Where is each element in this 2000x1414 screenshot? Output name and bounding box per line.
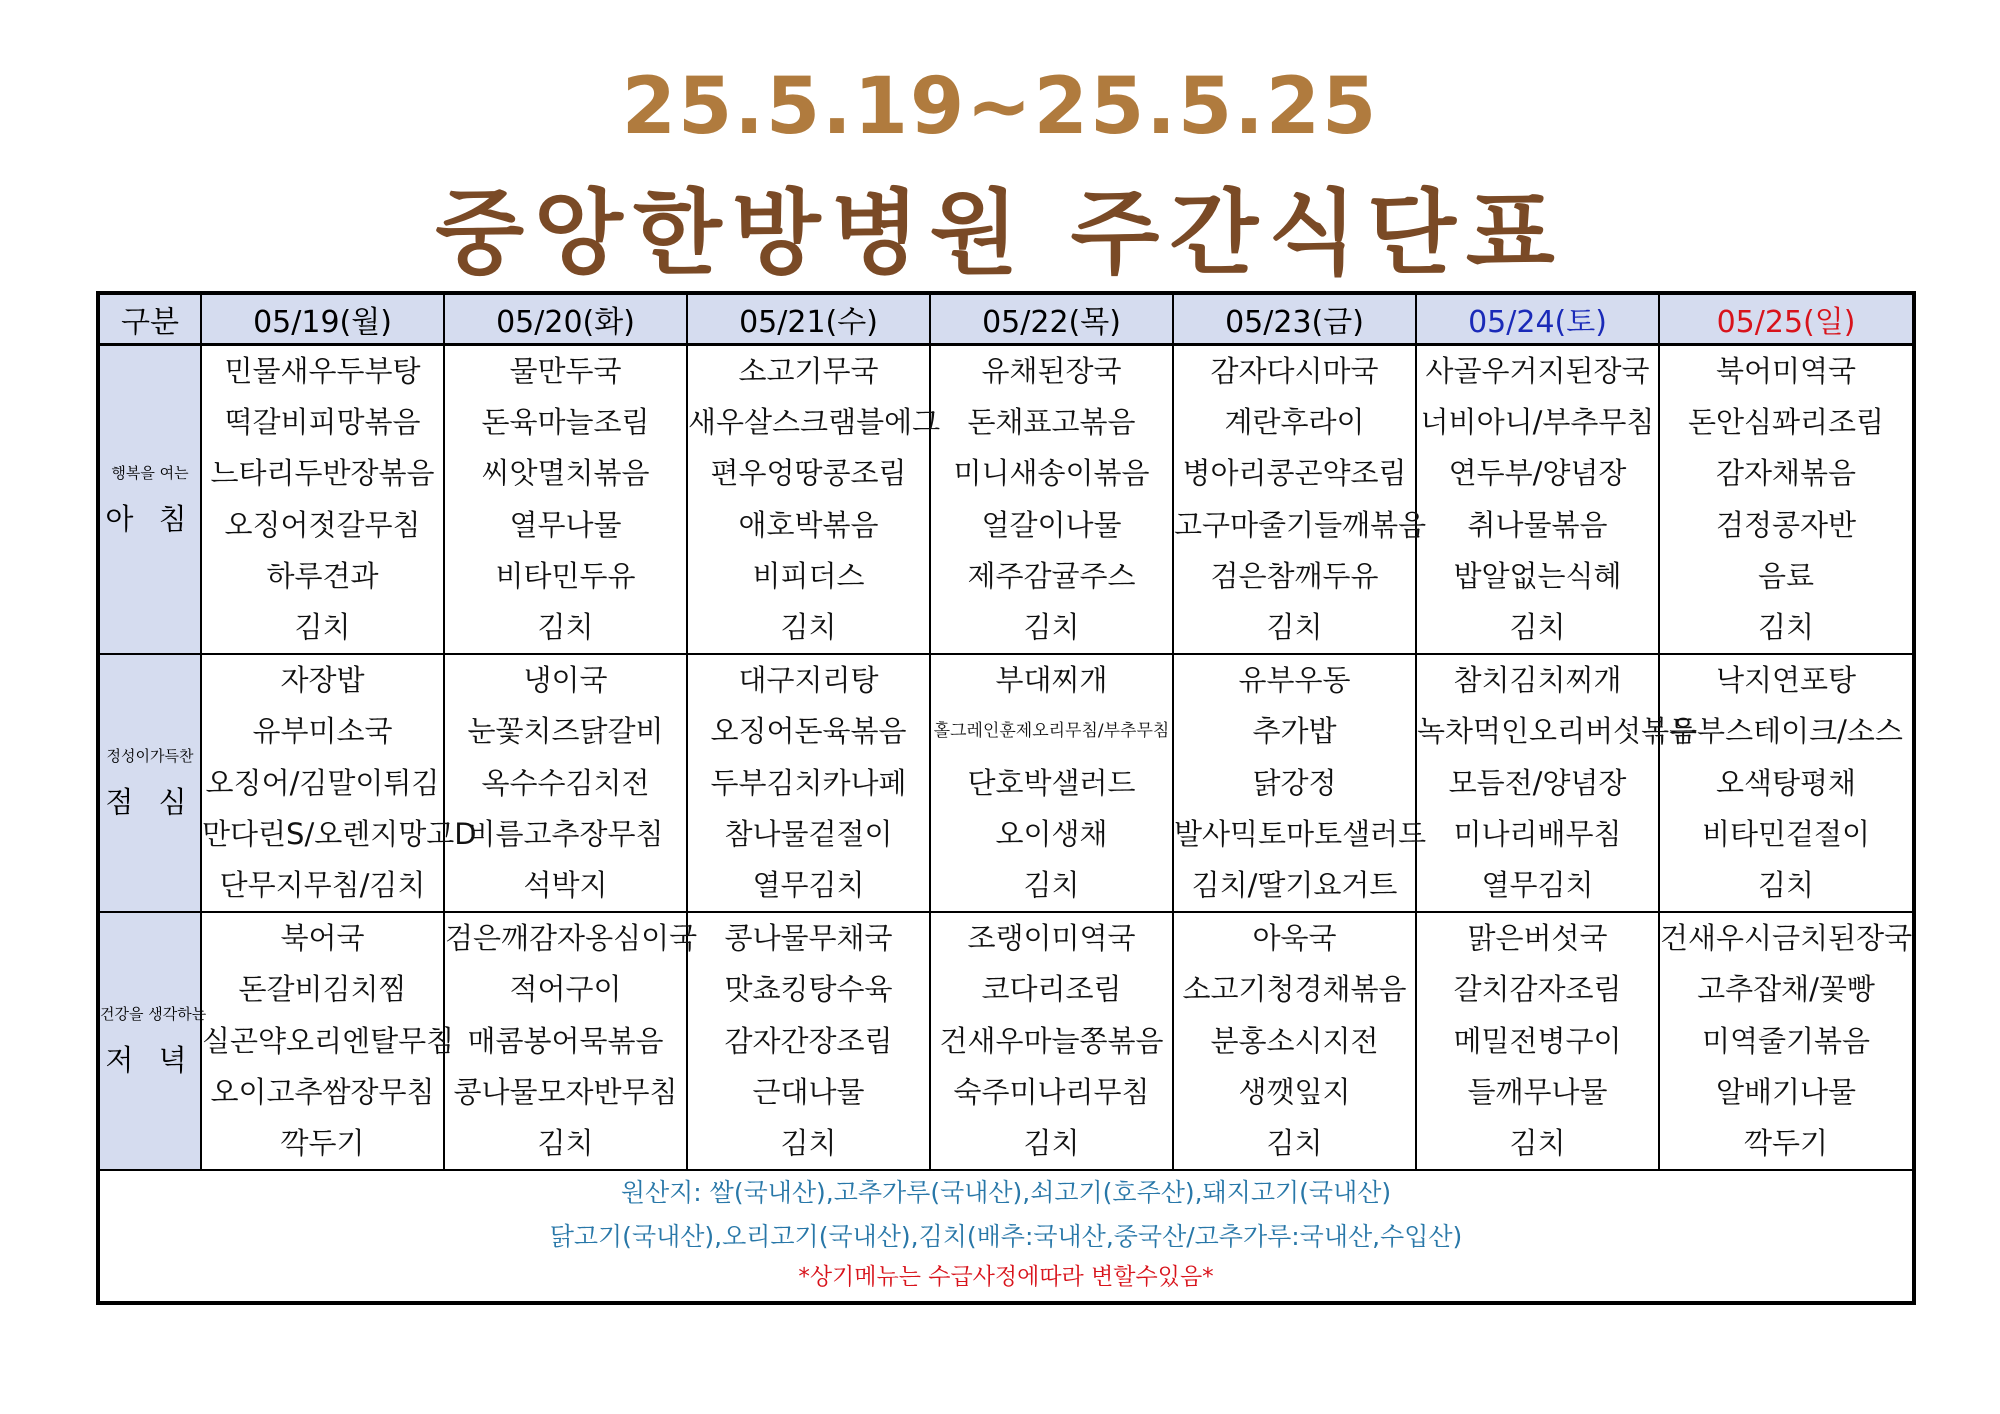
menu-item: 들깨무나물 [1467,1074,1608,1109]
menu-item: 김치 [1509,1126,1566,1161]
menu-item: 발사믹토마토샐러드 [1174,816,1427,851]
menu-item: 검정콩자반 [1715,507,1857,542]
menu-item: 부대찌개 [995,663,1108,698]
menu-cell [930,345,1173,655]
origin-line: 닭고기(국내산),오리고기(국내산),김치(배추:국내산,중국산/고추가루:국내산,수입산) [549,1222,1463,1252]
menu-item: 고구마줄기들깨볶음 [1174,507,1427,542]
day-header-saturday: 05/24(토) [1416,293,1659,345]
footer-row [98,1170,1914,1303]
menu-item: 편우엉땅콩조림 [710,456,907,491]
menu-item: 고추잡채/꽃빵 [1697,972,1875,1007]
menu-item: 실곤약오리엔탈무침 [202,1023,455,1058]
meal-label-name: 저 녁 [105,1043,195,1078]
footer-notes [98,1170,1914,1303]
menu-item: 너비아니/부추무침 [1420,405,1655,440]
menu-item: 홀그레인훈제오리무침/부추무침 [933,721,1170,742]
menu-item: 오이생채 [995,816,1108,851]
menu-item: 깍두기 [1743,1126,1829,1161]
menu-item: 냉이국 [523,663,608,698]
menu-cell [1416,345,1659,655]
menu-item: 얼갈이나물 [981,507,1122,542]
menu-item: 조랭이미역국 [967,921,1136,956]
menu-item: 건새우마늘쫑볶음 [939,1023,1164,1058]
menu-item: 김치 [294,610,351,645]
menu-item: 맛쵸킹탕수육 [724,972,893,1007]
menu-item: 검은참깨두유 [1210,558,1379,593]
menu-item: 닭강정 [1252,765,1337,800]
menu-cell [201,912,455,1170]
menu-item: 분홍소시지전 [1210,1023,1379,1058]
date-range-title: 25.5.19~25.5.25 [621,62,1379,152]
menu-item: 매콤봉어묵볶음 [467,1023,664,1058]
menu-item: 열무나물 [509,507,622,542]
menu-cell [201,345,444,655]
corner-label: 구분 [98,293,201,345]
meal-label-sub: 건강을 생각하는 [100,1005,207,1024]
menu-item: 생깻잎지 [1238,1074,1351,1109]
menu-item: 석박지 [523,868,608,903]
menu-item: 검은깨감자옹심이국 [445,921,698,956]
menu-cell [1173,654,1427,912]
menu-item: 유부미소국 [252,714,393,749]
menu-item: 비타민두유 [495,558,636,593]
menu-cell [687,345,941,655]
meal-label-sub: 행복을 여는 [111,463,189,482]
menu-item: 갈치감자조림 [1453,972,1622,1007]
menu-item: 김치 [1509,610,1566,645]
meal-label-sub: 정성이가득찬 [106,747,194,766]
menu-item: 김치 [537,610,594,645]
menu-item: 유채된장국 [981,354,1122,388]
menu-item: 제주감귤주스 [967,558,1136,593]
header-row [98,293,1914,345]
menu-item: 새우살스크램블에그 [688,405,941,440]
menu-cell [930,912,1173,1170]
menu-item: 감자다시마국 [1210,354,1379,388]
menu-item: 물만두국 [509,354,622,388]
menu-item: 비피더스 [752,558,865,593]
menu-item: 김치 [1266,610,1323,645]
menu-cell [1173,912,1416,1170]
menu-item: 돈안심꽈리조림 [1687,405,1885,440]
menu-item: 취나물볶음 [1467,507,1608,542]
menu-item: 밥알없는식혜 [1453,558,1622,593]
menu-cell [1659,345,1914,655]
menu-cell [1659,912,1914,1170]
menu-item: 김치 [537,1126,594,1161]
menu-item: 김치 [780,610,837,645]
menu-item: 알배기나물 [1715,1074,1857,1109]
menu-item: 애호박볶음 [738,507,879,542]
menu-item: 건새우시금치된장국 [1660,921,1913,956]
menu-item: 북어국 [280,921,365,956]
menu-cell [444,654,687,912]
menu-item: 근대나물 [752,1074,865,1109]
menu-item: 김치 [1023,610,1080,645]
menu-item: 낙지연포탕 [1715,663,1857,698]
menu-cell [930,654,1173,912]
menu-item: 참치김치찌개 [1453,663,1622,698]
menu-item: 오이고추쌈장무침 [210,1074,435,1109]
menu-item: 돈육마늘조림 [481,405,650,440]
menu-item: 유부우동 [1238,663,1351,698]
menu-item: 미나리배무침 [1453,816,1622,851]
menu-cell [687,912,930,1170]
menu-cell [1173,345,1427,655]
weekly-menu-table [96,291,1916,1305]
menu-item: 대구지리탕 [738,663,879,698]
menu-item: 씨앗멸치볶음 [481,456,650,491]
meal-row [98,345,1914,655]
menu-item: 연두부/양념장 [1448,456,1627,491]
meal-label [98,912,207,1170]
menu-item: 김치 [780,1126,837,1161]
menu-item: 콩나물무채국 [724,921,893,956]
change-notice: *상기메뉴는 수급사정에따라 변할수있음* [798,1264,1214,1291]
menu-item: 비름고추장무침 [467,816,664,851]
menu-item: 오징어/김말이튀김 [205,765,440,800]
menu-item: 열무김치 [1481,868,1594,903]
menu-cell [201,654,477,912]
menu-item: 콩나물모자반무침 [453,1074,678,1109]
menu-item: 김치 [1266,1126,1323,1161]
menu-item: 아욱국 [1252,921,1337,956]
menu-item: 미역줄기볶음 [1701,1023,1871,1058]
menu-item: 자장밥 [280,663,365,698]
menu-item: 열무김치 [752,868,865,903]
menu-item: 참나물겉절이 [724,816,893,851]
menu-item: 하루견과 [266,558,379,593]
menu-item: 돈갈비김치찜 [238,972,407,1007]
menu-item: 두부스테이크/소스 [1669,714,1903,749]
menu-item: 민물새우두부탕 [224,354,421,388]
menu-item: 북어미역국 [1715,354,1857,388]
menu-item: 김치 [1023,1126,1080,1161]
day-header: 05/23(금) [1173,293,1416,345]
menu-item: 눈꽃치즈닭갈비 [467,714,664,749]
menu-item: 숙주미나리무침 [953,1074,1150,1109]
menu-item: 단호박샐러드 [967,765,1136,800]
menu-item: 만다린S/오렌지망고D [202,816,477,851]
menu-item: 감자채볶음 [1715,456,1857,491]
menu-cell [1416,912,1659,1170]
menu-item: 음료 [1757,558,1815,593]
menu-item: 단무지무침/김치 [219,868,426,903]
menu-item: 추가밥 [1252,714,1337,749]
menu-item: 오징어젓갈무침 [224,507,421,542]
menu-cell [444,345,687,655]
menu-item: 돈채표고볶음 [967,405,1136,440]
menu-item: 감자간장조림 [724,1023,893,1058]
meal-row [98,654,1914,912]
day-header: 05/22(목) [930,293,1173,345]
menu-item: 두부김치카나페 [710,765,907,800]
menu-item: 계란후라이 [1224,405,1365,440]
menu-item: 병아리콩곤약조림 [1182,456,1407,491]
menu-item: 적어구이 [509,972,622,1007]
menu-item: 떡갈비피망볶음 [224,405,421,440]
menu-item: 맑은버섯국 [1467,921,1608,956]
menu-cell [687,654,930,912]
menu-item: 비타민겉절이 [1701,816,1871,851]
menu-cell [444,912,698,1170]
menu-item: 김치/딸기요거트 [1191,868,1398,903]
menu-item: 소고기청경채볶음 [1182,972,1407,1007]
menu-item: 김치 [1757,868,1815,903]
menu-item: 김치 [1757,610,1815,645]
menu-item: 느타리두반장볶음 [210,456,435,491]
meal-label [98,345,201,655]
day-header: 05/21(수) [687,293,930,345]
meal-row [98,912,1914,1170]
menu-item: 오색탕평채 [1715,765,1857,800]
menu-item: 미니새송이볶음 [953,456,1150,491]
origin-line: 원산지: 쌀(국내산),고추가루(국내산),쇠고기(호주산),돼지고기(국내산) [620,1178,1392,1208]
menu-cell [1659,654,1914,912]
menu-item: 김치 [1023,868,1080,903]
day-header-sunday: 05/25(일) [1659,293,1914,345]
menu-item: 메밀전병구이 [1453,1023,1622,1058]
menu-cell [1416,654,1698,912]
menu-item: 녹차먹인오리버섯볶음 [1417,714,1698,749]
menu-item: 소고기무국 [738,354,879,388]
meal-label [98,654,201,912]
meal-label-name: 아 침 [105,501,195,536]
menu-item: 사골우거지된장국 [1425,354,1650,388]
menu-item: 옥수수김치전 [481,765,650,800]
meal-label-name: 점 심 [105,785,195,820]
day-header: 05/19(월) [201,293,444,345]
day-header: 05/20(화) [444,293,687,345]
menu-item: 깍두기 [280,1126,365,1161]
menu-item: 모듬전/양념장 [1448,765,1627,800]
menu-item: 오징어돈육볶음 [710,714,907,749]
page-title: 중앙한방병원 주간식단표 [435,180,1565,287]
menu-item: 코다리조림 [981,972,1122,1007]
